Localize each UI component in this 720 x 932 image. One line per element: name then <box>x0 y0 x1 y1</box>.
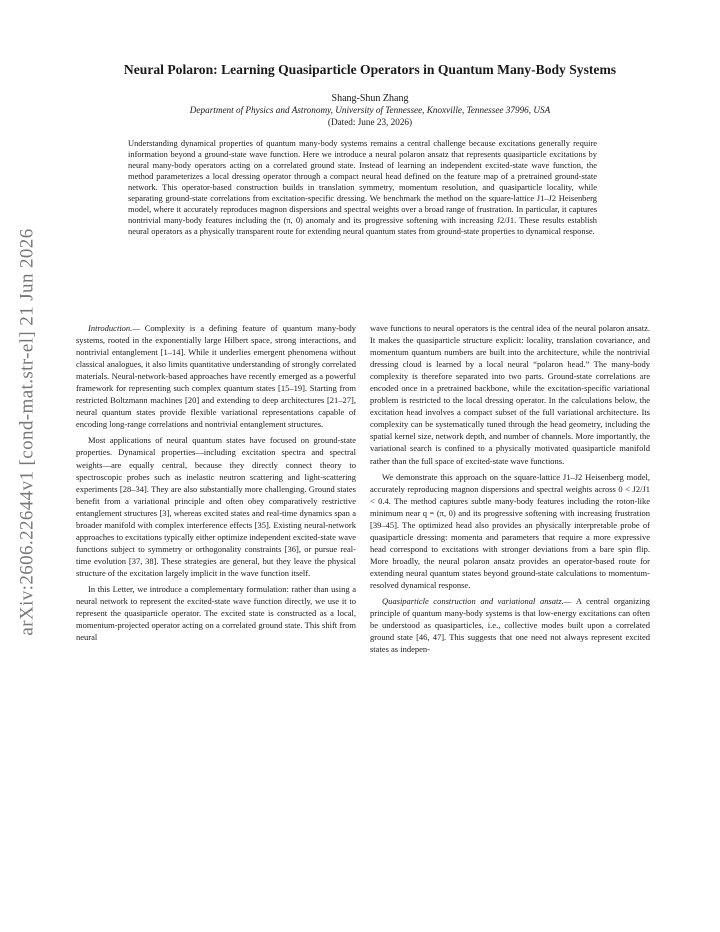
abstract: Understanding dynamical properties of quantum many-body systems remains a central challenge because excitations generally require information beyond a ground-state wave function. Here we introduce a neural polaron ansatz that represents quasiparticle excitations by neural many-body operators acting on a correlated ground state. Instead of learning an independent excited-state wave function, the method parameterizes a local dressing operator through a compact neural head defined on the feature map of a pretrained ground-state network. This operator-based construction builds in translation symmetry, momentum resolution, and quasiparticle locality, while separating ground-state correlations from excitation-specific dressing. We benchmark the method on the square-lattice J1–J2 Heisenberg model, where it accurately reproduces magnon dispersions and spectral weights over a broad range of frustration. In particular, it captures nontrivial many-body features including the (π, 0) anomaly and its progressive softening with increasing J2/J1. These results establish neural operators as a physically transparent route for extending neural quantum states from ground-state properties to dynamical response. <box>128 138 597 237</box>
paragraph <box>370 471 650 591</box>
right-column <box>370 322 650 655</box>
paragraph-text: We demonstrate this approach on the square-lattice J1–J2 Heisenberg model, accurately reproducing magnon dispersions and spectral weights across 0 < J2/J1 < 0.4. The method captures subtle many-body features including the roton-like minimum near q = (π, 0) and its progressive softening with increasing frustration [39–45]. The optimized head also provides an physically interpretable probe of quasiparticle dressing: momenta and parameters that require a more expressive head correspond to excitations with stronger deviations from a bare spin flip. More broadly, the neural polaron ansatz provides an operator-based route for extending neural quantum states beyond ground-state calculations to momentum-resolved dynamical response. <box>370 471 650 590</box>
author-name: Shang-Shun Zhang <box>331 93 409 104</box>
paragraph-text: Complexity is a defining feature of quantum many-body systems, rooted in the exponentially large Hilbert space, strong interactions, and nontrivial entanglement [1–14]. While it underlies emergent phenomena without classical analogues, it also limits quantitative understanding of strongly correlated materials. Neural-network-based approaches have recently emerged as a powerful framework for representing such complex quantum states [15–19]. Starting from restricted Boltzmann machines [20] and extending to deep architectures [21–27], neural quantum states provide flexible variational representations capable of encoding long-range correlations and nontrivial entanglement structures. <box>76 323 356 430</box>
paragraph <box>76 583 356 643</box>
paragraph-text: Most applications of neural quantum states have focused on ground-state properties. Dynamical properties—including excitation spectra and spectral weights—are equally central, because they directly connect theory to spectroscopic probes such as inelastic neutron scattering and light-scattering experiments [28–34]. They are also substantially more challenging. Ground states benefit from a variational principle and often obey comparatively restrictive entanglement structures [3], whereas excited states and real-time dynamics span a broader manifold with complex interference effects [35]. Existing neural-network approaches to excitations typically either optimize independent excited-state wave functions subject to symmetry or orthogonality constraints [36], or pursue real-time evolution [37, 38]. These strategies are general, but they leave the physical structure of the excitation largely implicit in the wave function itself. <box>76 435 356 578</box>
paragraph-text: In this Letter, we introduce a complementary formulation: rather than using a neural network to represent the excited-state wave function directly, we use it to represent the quasiparticle operator. The excited state is constructed as a local, momentum-projected operator acting on a correlated ground state. This shift from neural <box>76 583 356 643</box>
paper-title: Neural Polaron: Learning Quasiparticle Operators in Quantum Many-Body Systems <box>123 62 617 77</box>
arxiv-id-text: arXiv:2606.22644v1 [cond-mat.str-el] 21 Jun 2026 <box>17 228 39 636</box>
date-line: (Dated: June 23, 2026) <box>327 117 413 127</box>
paragraph-text: wave functions to neural operators is the central idea of the neural polaron ansatz. It makes the quasiparticle structure explicit: locality, translation covariance, and momentum quantum numbers are built into the architecture, while the nontrivial dressing cloud is learned by a local neural “polaron head.” The many-body complexity is therefore separated into two parts. Ground-state correlations are encoded once in a pretrained backbone, while the excitation-specific variational problem is restricted to the local dressing operator. In the calculations below, the excitation head involves a compact subset of the full variational architecture. Its complexity can be systematically tuned through the head geometry, including the spatial kernel size, network depth, and number of channels. More importantly, the variational search is confined to a physically motivated quasiparticle manifold rather than the full space of excited-state wave functions. <box>370 323 650 466</box>
paragraph-text: A central organizing principle of quantum many-body systems is that low-energy excitations can often be understood as quasiparticles, i.e., collective modes built upon a correlated ground state [46, 47]. This suggests that one need not always represent excited states as indepen- <box>370 596 650 655</box>
section-lead: Quasiparticle construction and variational ansatz.— <box>382 596 576 607</box>
paragraph <box>370 595 650 655</box>
section-lead: Introduction.— <box>88 323 145 333</box>
left-column <box>76 322 356 643</box>
arxiv-sidebar-identifier <box>10 212 46 652</box>
paragraph <box>76 322 356 430</box>
paragraph <box>76 434 356 579</box>
author-affiliation: Department of Physics and Astronomy, University of Tennessee, Knoxville, Tennessee 37996, USA <box>189 105 551 115</box>
paragraph <box>370 322 650 467</box>
